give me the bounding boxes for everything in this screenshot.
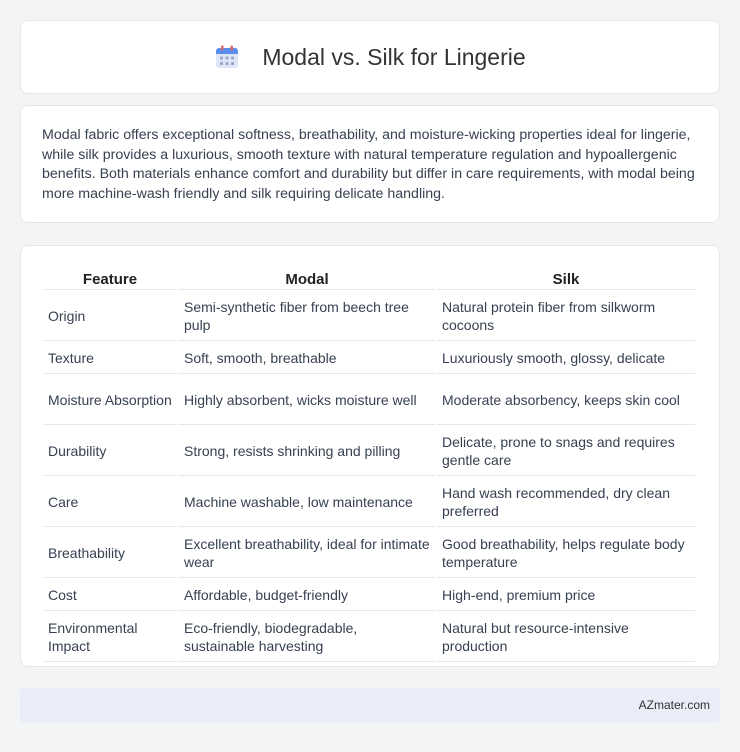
table-row <box>43 613 695 662</box>
column-header-silk: Silk <box>437 268 695 290</box>
page-title: Modal vs. Silk for Lingerie <box>262 43 526 70</box>
silk-cell: Good breathability, helps regulate body temperature <box>437 529 695 578</box>
modal-cell: Eco-friendly, biodegradable, sustainable harvesting <box>179 613 435 662</box>
title-card <box>20 20 720 94</box>
table-header-row <box>43 268 695 290</box>
silk-cell: Natural but resource-intensive production <box>437 613 695 662</box>
feature-cell: Cost <box>43 580 177 611</box>
table-row <box>43 478 695 527</box>
table-row <box>43 343 695 374</box>
modal-cell: Semi-synthetic fiber from beech tree pulp <box>179 292 435 341</box>
column-header-feature: Feature <box>43 268 177 290</box>
silk-cell: Moderate absorbency, keeps skin cool <box>437 376 695 425</box>
feature-cell: Moisture Absorption <box>43 376 177 425</box>
column-header-modal: Modal <box>179 268 435 290</box>
feature-cell: Environmental Impact <box>43 613 177 662</box>
modal-cell: Machine washable, low maintenance <box>179 478 435 527</box>
modal-cell: Excellent breathability, ideal for intimate wear <box>179 529 435 578</box>
modal-cell: Strong, resists shrinking and pilling <box>179 427 435 476</box>
silk-cell: Natural protein fiber from silkworm cocoons <box>437 292 695 341</box>
table-row <box>43 427 695 476</box>
comparison-table-card <box>20 245 720 667</box>
table-row <box>43 580 695 611</box>
footer-site-name: AZmater.com <box>638 698 710 712</box>
table-row <box>43 292 695 341</box>
feature-cell: Care <box>43 478 177 527</box>
silk-cell: Delicate, prone to snags and requires gentle care <box>437 427 695 476</box>
comparison-table <box>41 266 697 664</box>
modal-cell: Soft, smooth, breathable <box>179 343 435 374</box>
silk-cell: Hand wash recommended, dry clean preferred <box>437 478 695 527</box>
modal-cell: Affordable, budget-friendly <box>179 580 435 611</box>
table-row <box>43 376 695 425</box>
silk-cell: High-end, premium price <box>437 580 695 611</box>
footer <box>20 688 720 722</box>
feature-cell: Breathability <box>43 529 177 578</box>
silk-cell: Luxuriously smooth, glossy, delicate <box>437 343 695 374</box>
table-row <box>43 529 695 578</box>
summary-text: Modal fabric offers exceptional softness, breathability, and moisture-wicking properties ideal for lingerie, while silk provides a luxurious, smooth texture with natural temperature regulation and hypoallergenic benefits. Both materials enhance comfort and durability but differ in care requirements, with modal being more machine-wash friendly and silk requiring delicate handling. <box>42 127 695 202</box>
calendar-icon <box>214 44 240 70</box>
modal-cell: Highly absorbent, wicks moisture well <box>179 376 435 425</box>
summary-card <box>20 105 720 223</box>
feature-cell: Durability <box>43 427 177 476</box>
feature-cell: Origin <box>43 292 177 341</box>
feature-cell: Texture <box>43 343 177 374</box>
